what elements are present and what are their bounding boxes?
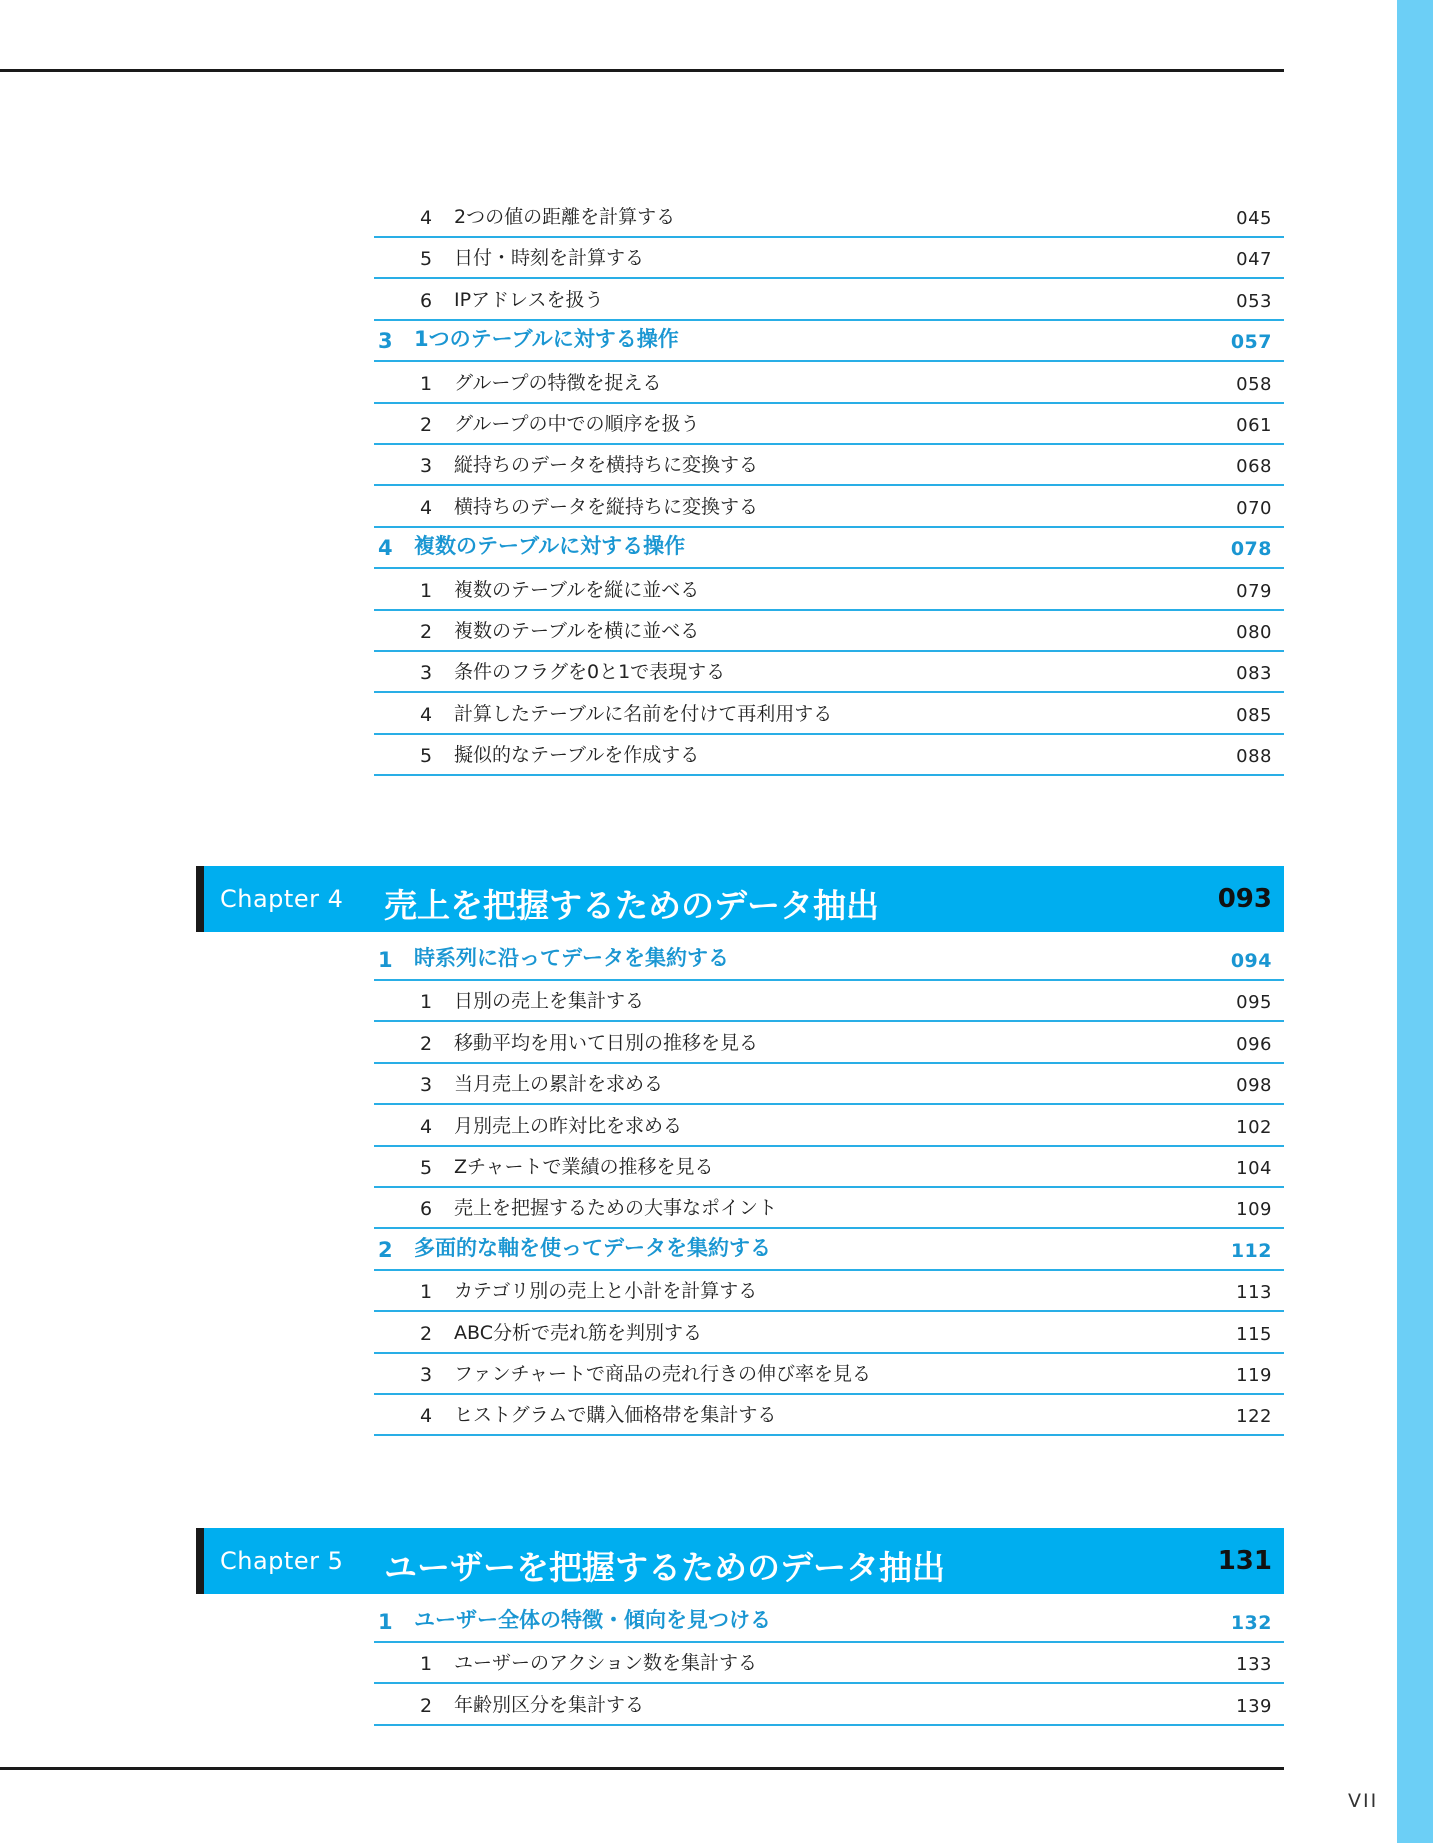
chapter-title: 売上を把握するためのデータ抽出 — [384, 886, 879, 925]
entry-page-number: 115 — [1236, 1323, 1272, 1345]
entry-page-number: 133 — [1236, 1654, 1272, 1676]
entry-page-number: 096 — [1236, 1033, 1272, 1055]
chapter-5-header[interactable] — [196, 1528, 1284, 1594]
toc-entry[interactable] — [374, 197, 1284, 238]
toc-entry[interactable] — [374, 611, 1284, 652]
chapter-title: ユーザーを把握するためのデータ抽出 — [384, 1548, 945, 1587]
toc-entry[interactable] — [374, 1395, 1284, 1436]
entry-number: 4 — [420, 1405, 433, 1428]
entry-title: 当月売上の累計を求める — [454, 1073, 664, 1096]
entry-title: 日別の売上を集計する — [454, 990, 645, 1013]
entry-page-number: 079 — [1236, 580, 1272, 602]
toc-entry[interactable] — [374, 280, 1284, 321]
entry-title: 2つの値の距離を計算する — [454, 206, 676, 228]
entry-page-number: 113 — [1236, 1282, 1272, 1304]
entry-title: グループの中での順序を扱う — [454, 413, 700, 435]
entry-number: 1 — [420, 1281, 433, 1304]
entry-title: 横持ちのデータを縦持ちに変換する — [454, 495, 759, 518]
entry-number: 4 — [420, 703, 433, 726]
entry-title: 売上を把握するための大事なポイント — [454, 1197, 778, 1220]
toc-entry[interactable] — [374, 1313, 1284, 1354]
entry-page-number: 085 — [1236, 704, 1272, 726]
toc-section-entry[interactable] — [374, 321, 1284, 362]
entry-number: 2 — [420, 621, 433, 643]
entry-number: 2 — [420, 1322, 433, 1345]
entry-title: カテゴリ別の売上と小計を計算する — [454, 1280, 758, 1303]
entry-page-number: 119 — [1236, 1365, 1272, 1386]
entry-title: 月別売上の昨対比を求める — [454, 1114, 683, 1137]
entry-title: 縦持ちのデータを横持ちに変換する — [454, 454, 759, 477]
toc-section-entry[interactable] — [374, 1602, 1284, 1643]
entry-number: 6 — [420, 289, 433, 312]
entry-page-number: 047 — [1236, 249, 1272, 271]
entry-title: 日付・時刻を計算する — [454, 247, 645, 270]
entry-number: 4 — [378, 536, 393, 561]
chapter-label: Chapter 4 — [220, 885, 344, 913]
entry-page-number: 094 — [1230, 950, 1272, 972]
entry-number: 1 — [378, 1610, 393, 1634]
toc-entry[interactable] — [374, 238, 1284, 279]
entry-page-number: 098 — [1236, 1075, 1272, 1097]
entry-title: 計算したテーブルに名前を付けて再利用する — [454, 702, 833, 725]
entry-number: 2 — [420, 1694, 433, 1717]
toc-entry[interactable] — [374, 1147, 1284, 1188]
entry-number: 3 — [420, 1074, 433, 1097]
entry-page-number: 104 — [1236, 1158, 1272, 1179]
entry-title: 多面的な軸を使ってデータを集約する — [414, 1235, 771, 1260]
toc-section-entry[interactable] — [374, 940, 1284, 981]
entry-page-number: 045 — [1236, 208, 1272, 229]
page-edge-color-bar — [1397, 0, 1433, 1843]
toc-entry[interactable] — [374, 570, 1284, 611]
page-folio: VII — [1348, 1790, 1379, 1812]
toc-entry[interactable] — [374, 445, 1284, 486]
entry-page-number: 109 — [1236, 1199, 1272, 1221]
entry-page-number: 122 — [1236, 1406, 1272, 1428]
chapter-label: Chapter 5 — [220, 1547, 344, 1575]
entry-title: 移動平均を用いて日別の推移を見る — [454, 1031, 759, 1054]
toc-entry[interactable] — [374, 1188, 1284, 1229]
entry-title: IPアドレスを扱う — [454, 288, 604, 311]
toc-section-entry[interactable] — [374, 528, 1284, 569]
entry-number: 3 — [420, 455, 433, 478]
entry-title: ABC分析で売れ筋を判別する — [454, 1321, 702, 1344]
toc-entry[interactable] — [374, 1643, 1284, 1684]
toc-entry[interactable] — [374, 694, 1284, 735]
toc-entry[interactable] — [374, 1354, 1284, 1395]
entry-number: 4 — [420, 207, 433, 229]
entry-title: 擬似的なテーブルを作成する — [454, 744, 700, 767]
entry-page-number: 095 — [1236, 992, 1272, 1014]
entry-page-number: 139 — [1236, 1695, 1272, 1717]
entry-title: 年齢別区分を集計する — [454, 1693, 645, 1716]
entry-number: 4 — [420, 496, 433, 519]
entry-number: 3 — [378, 329, 393, 354]
entry-number: 2 — [420, 414, 433, 436]
chapter-4-header[interactable] — [196, 866, 1284, 932]
entry-number: 1 — [420, 1653, 433, 1676]
entry-title: 1つのテーブルに対する操作 — [414, 327, 679, 352]
entry-number: 1 — [420, 579, 433, 602]
entry-number: 5 — [420, 248, 433, 271]
entry-number: 5 — [420, 745, 433, 768]
entry-title: ヒストグラムで購入価格帯を集計する — [454, 1404, 777, 1427]
entry-title: ユーザーのアクション数を集計する — [454, 1652, 758, 1675]
entry-title: 複数のテーブルを横に並べる — [454, 620, 700, 642]
entry-page-number: 061 — [1236, 415, 1272, 436]
chapter-page-number: 093 — [1217, 884, 1272, 914]
toc-entry[interactable] — [374, 404, 1284, 445]
entry-title: 条件のフラグを0と1で表現する — [454, 661, 726, 684]
entry-number: 1 — [420, 991, 433, 1014]
toc-entry[interactable] — [374, 1685, 1284, 1726]
entry-page-number: 080 — [1236, 622, 1272, 643]
entry-title: 時系列に沿ってデータを集約する — [414, 946, 729, 970]
entry-page-number: 132 — [1230, 1612, 1272, 1634]
entry-page-number: 068 — [1236, 456, 1272, 478]
entry-page-number: 102 — [1236, 1116, 1272, 1138]
entry-number: 5 — [420, 1157, 433, 1179]
entry-title: ファンチャートで商品の売れ行きの伸び率を見る — [454, 1363, 872, 1385]
entry-title: 複数のテーブルを縦に並べる — [454, 578, 700, 601]
entry-number: 6 — [420, 1198, 433, 1221]
entry-page-number: 083 — [1236, 663, 1272, 685]
entry-number: 1 — [378, 948, 393, 972]
toc-section-entry[interactable] — [374, 1230, 1284, 1271]
toc-entry[interactable] — [374, 487, 1284, 528]
chapter-page-number: 131 — [1217, 1546, 1272, 1576]
entry-number: 3 — [420, 1364, 433, 1386]
entry-number: 2 — [420, 1032, 433, 1055]
entry-number: 2 — [378, 1237, 393, 1262]
entry-title: Zチャートで業績の推移を見る — [454, 1156, 714, 1178]
toc-entry[interactable] — [374, 652, 1284, 693]
entry-page-number: 057 — [1230, 331, 1272, 354]
toc-entry[interactable] — [374, 981, 1284, 1022]
toc-entry[interactable] — [374, 363, 1284, 404]
toc-entry[interactable] — [374, 735, 1284, 776]
toc-entry[interactable] — [374, 1271, 1284, 1312]
entry-page-number: 058 — [1236, 373, 1272, 395]
toc-entry[interactable] — [374, 1064, 1284, 1105]
top-rule — [0, 69, 1284, 72]
entry-title: ユーザー全体の特徴・傾向を見つける — [414, 1608, 771, 1632]
entry-page-number: 078 — [1230, 538, 1272, 561]
entry-page-number: 070 — [1236, 497, 1272, 519]
entry-page-number: 112 — [1230, 1239, 1272, 1262]
entry-title: グループの特徴を捉える — [454, 371, 662, 394]
entry-title: 複数のテーブルに対する操作 — [414, 534, 686, 559]
entry-number: 4 — [420, 1115, 433, 1138]
entry-page-number: 053 — [1236, 290, 1272, 312]
entry-number: 3 — [420, 662, 433, 685]
toc-entry[interactable] — [374, 1106, 1284, 1147]
entry-number: 1 — [420, 372, 433, 395]
toc-entry[interactable] — [374, 1023, 1284, 1064]
bottom-rule — [0, 1767, 1284, 1770]
entry-page-number: 088 — [1236, 746, 1272, 768]
